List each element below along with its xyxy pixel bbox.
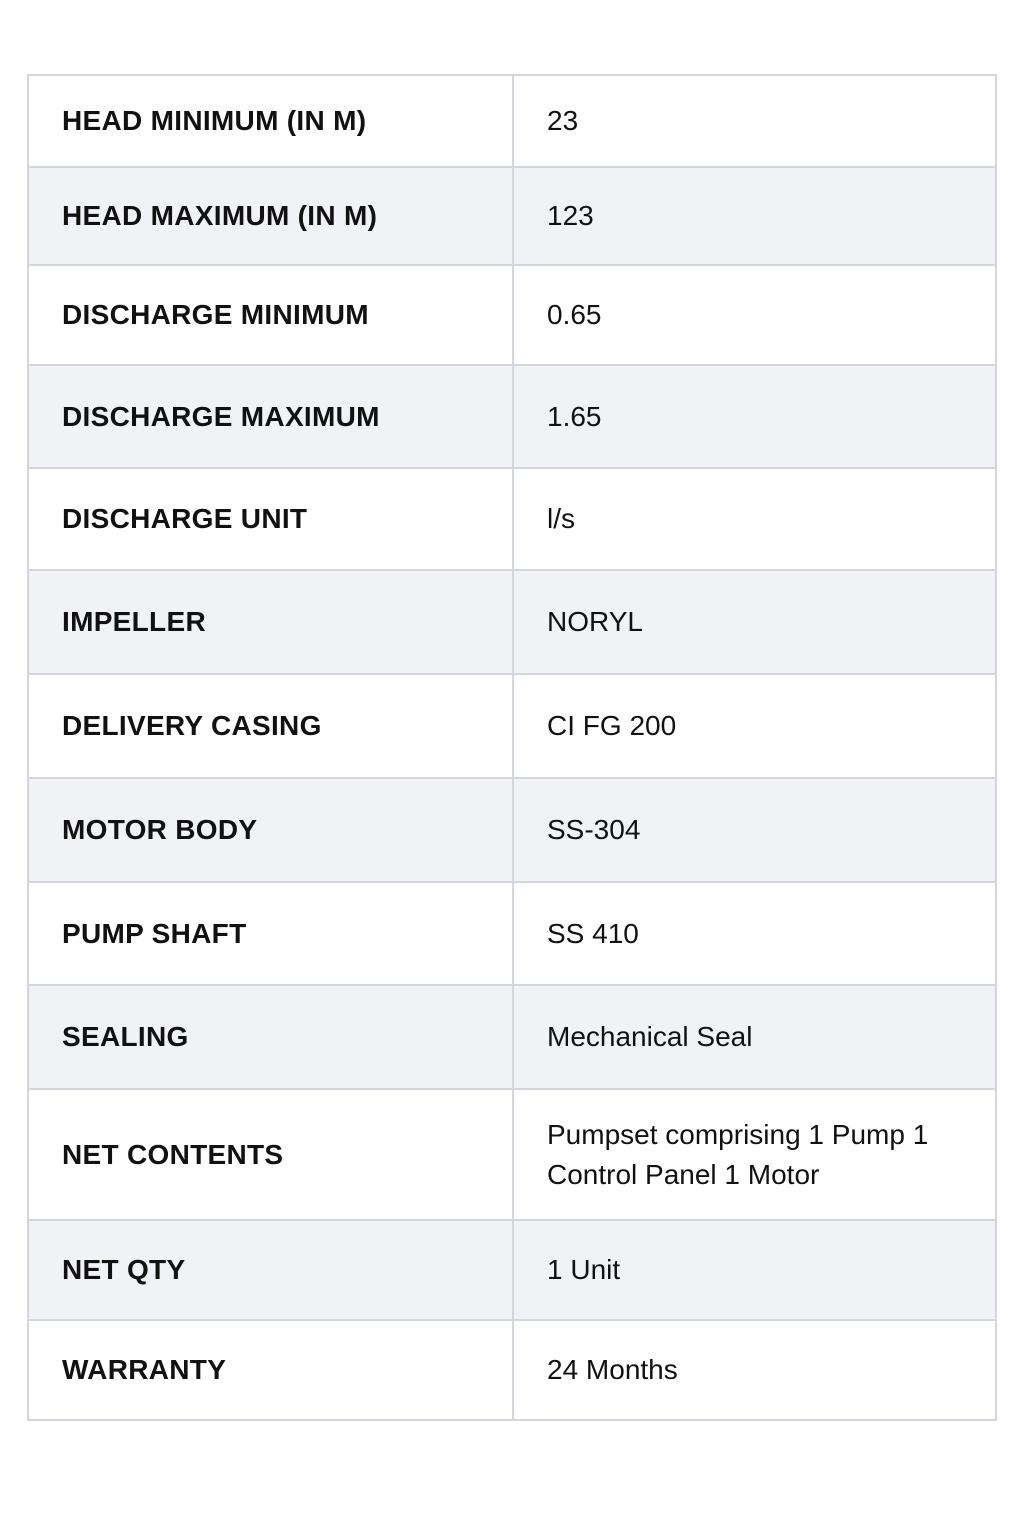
spec-value: NORYL	[513, 570, 996, 674]
spec-label: PUMP SHAFT	[28, 882, 513, 985]
spec-row-warranty	[28, 1320, 996, 1420]
spec-row-sealing	[28, 985, 996, 1089]
spec-label: IMPELLER	[28, 570, 513, 674]
spec-value: SS-304	[513, 778, 996, 882]
spec-row-discharge-minimum	[28, 265, 996, 365]
spec-value: Mechanical Seal	[513, 985, 996, 1089]
spec-value: 1 Unit	[513, 1220, 996, 1320]
spec-row-motor-body	[28, 778, 996, 882]
spec-label: DISCHARGE UNIT	[28, 468, 513, 570]
spec-label: DISCHARGE MAXIMUM	[28, 365, 513, 468]
spec-row-net-contents	[28, 1089, 996, 1220]
spec-value: 23	[513, 75, 996, 167]
spec-label: DELIVERY CASING	[28, 674, 513, 778]
spec-label: NET CONTENTS	[28, 1089, 513, 1220]
spec-value: 24 Months	[513, 1320, 996, 1420]
spec-label: DISCHARGE MINIMUM	[28, 265, 513, 365]
specifications-table-body	[28, 75, 996, 1420]
spec-value: l/s	[513, 468, 996, 570]
spec-row-delivery-casing	[28, 674, 996, 778]
spec-row-pump-shaft	[28, 882, 996, 985]
spec-value: CI FG 200	[513, 674, 996, 778]
spec-value: 123	[513, 167, 996, 265]
spec-row-discharge-maximum	[28, 365, 996, 468]
specifications-table	[27, 74, 997, 1421]
spec-label: HEAD MAXIMUM (IN M)	[28, 167, 513, 265]
spec-row-discharge-unit	[28, 468, 996, 570]
spec-value: SS 410	[513, 882, 996, 985]
spec-label: NET QTY	[28, 1220, 513, 1320]
spec-value: Pumpset comprising 1 Pump 1 Control Panel 1 Motor	[513, 1089, 996, 1220]
spec-row-impeller	[28, 570, 996, 674]
spec-value: 0.65	[513, 265, 996, 365]
spec-row-head-maximum	[28, 167, 996, 265]
spec-row-net-qty	[28, 1220, 996, 1320]
spec-label: SEALING	[28, 985, 513, 1089]
spec-label: MOTOR BODY	[28, 778, 513, 882]
spec-label: HEAD MINIMUM (IN M)	[28, 75, 513, 167]
spec-row-head-minimum	[28, 75, 996, 167]
spec-label: WARRANTY	[28, 1320, 513, 1420]
spec-value: 1.65	[513, 365, 996, 468]
